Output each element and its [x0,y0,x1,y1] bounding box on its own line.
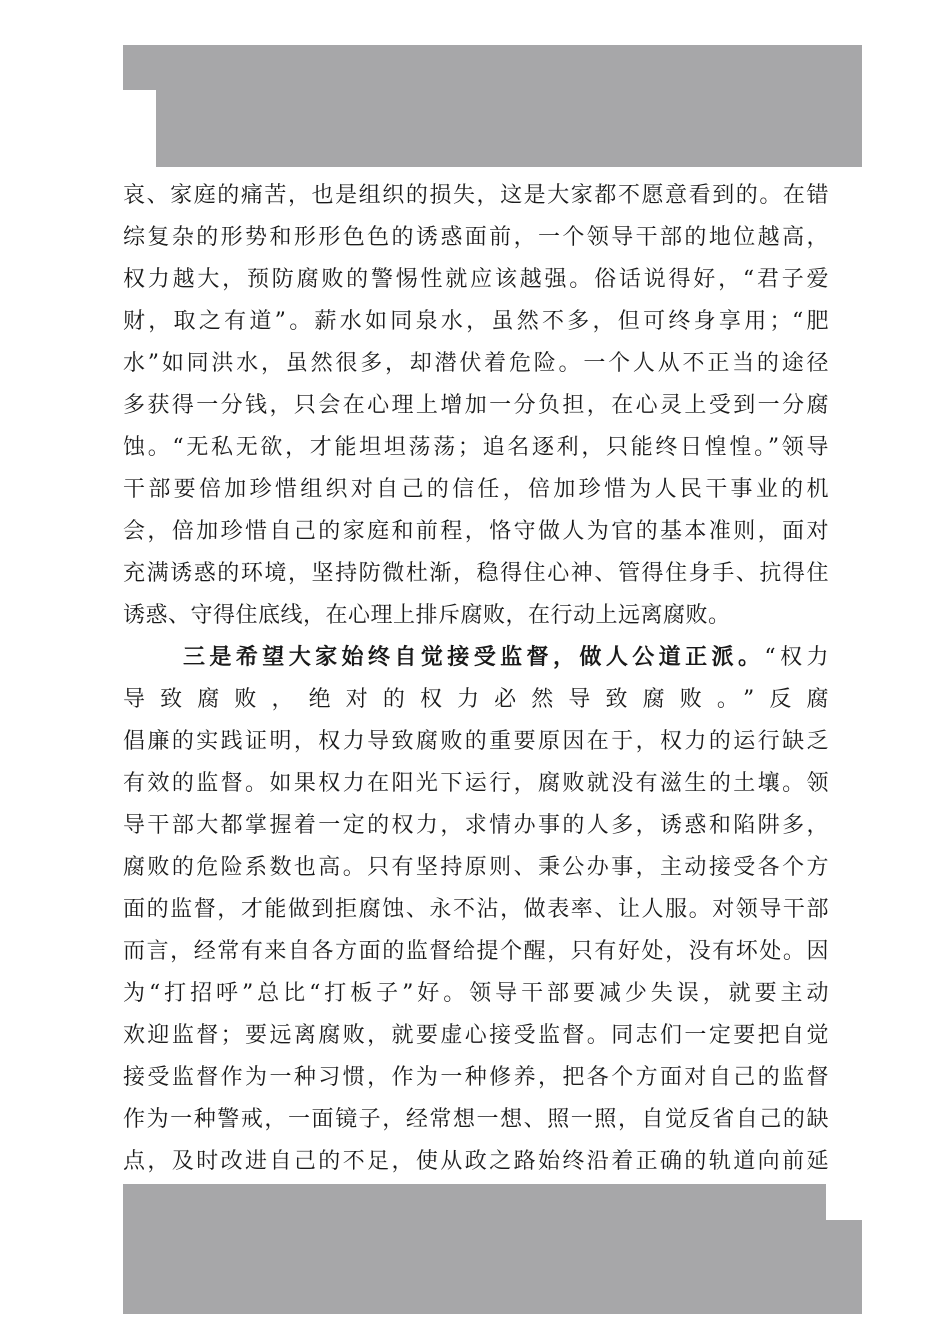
paragraph-2 [123,637,829,1183]
text-line: 面的监督，才能做到拒腐蚀、永不沾，做表率、让人服。对领导干部 [123,897,829,922]
text-line: 点，及时改进自己的不足，使从政之路始终沿着正确的轨道向前延 [123,1149,829,1174]
text-line: 会，倍加珍惜自己的家庭和前程，恪守做人为官的基本准则，面对 [123,519,829,544]
text-line: 诱惑、守得住底线，在心理上排斥腐败，在行动上远离腐败。 [123,603,731,628]
text-line: 为“打招呼”总比“打板子”好。领导干部要减少失误，就要主动 [123,981,829,1006]
text-line: 财，取之有道”。薪水如同泉水，虽然不多，但可终身享用；“肥 [123,309,829,334]
document-body [123,175,829,1183]
text-line: 综复杂的形势和形形色色的诱惑面前，一个领导干部的地位越高， [123,225,829,250]
paragraph-heading: 三是希望大家始终自觉接受监督，做人公道正派。 [183,645,765,670]
text-line: 水”如同洪水，虽然很多，却潜伏着危险。一个人从不正当的途径 [123,351,829,376]
header-decoration-band [123,45,862,167]
text-line: 有效的监督。如果权力在阳光下运行，腐败就没有滋生的土壤。领 [123,771,829,796]
text-line: 导干部大都掌握着一定的权力，求情办事的人多，诱惑和陷阱多， [123,813,829,838]
text-line: 蚀。“无私无欲，才能坦坦荡荡；追名逐利，只能终日惶惶。”领导 [123,435,829,460]
text-line: 而言，经常有来自各方面的监督给提个醒，只有好处，没有坏处。因 [123,939,829,964]
text-line: 干部要倍加珍惜组织对自己的信任，倍加珍惜为人民干事业的机 [123,477,829,502]
text-line: 倡廉的实践证明，权力导致腐败的重要原因在于，权力的运行缺乏 [123,729,829,754]
text-line: 欢迎监督；要远离腐败，就要虚心接受监督。同志们一定要把自觉 [123,1023,829,1048]
text-line: 导致腐败，绝对的权力必然导致腐败。”反腐 [123,687,829,712]
header-band-notch [123,90,156,167]
text-line: 接受监督作为一种习惯，作为一种修养，把各个方面对自己的监督 [123,1065,829,1090]
text-span: “权力 [764,645,829,670]
text-line: 作为一种警戒，一面镜子，经常想一想、照一照，自觉反省自己的缺 [123,1107,829,1132]
text-line: 哀、家庭的痛苦，也是组织的损失，这是大家都不愿意看到的。在错 [123,183,829,208]
paragraph-2-first-line [123,637,829,679]
paragraph-1 [123,175,829,637]
text-line: 权力越大，预防腐败的警惕性就应该越强。俗话说得好，“君子爱 [123,267,829,292]
text-line: 多获得一分钱，只会在心理上增加一分负担，在心灵上受到一分腐 [123,393,829,418]
text-line: 充满诱惑的环境，坚持防微杜渐，稳得住心神、管得住身手、抗得住 [123,561,829,586]
footer-decoration-band [123,1184,862,1314]
text-line: 腐败的危险系数也高。只有坚持原则、秉公办事，主动接受各个方 [123,855,829,880]
footer-band-notch [826,1184,862,1220]
